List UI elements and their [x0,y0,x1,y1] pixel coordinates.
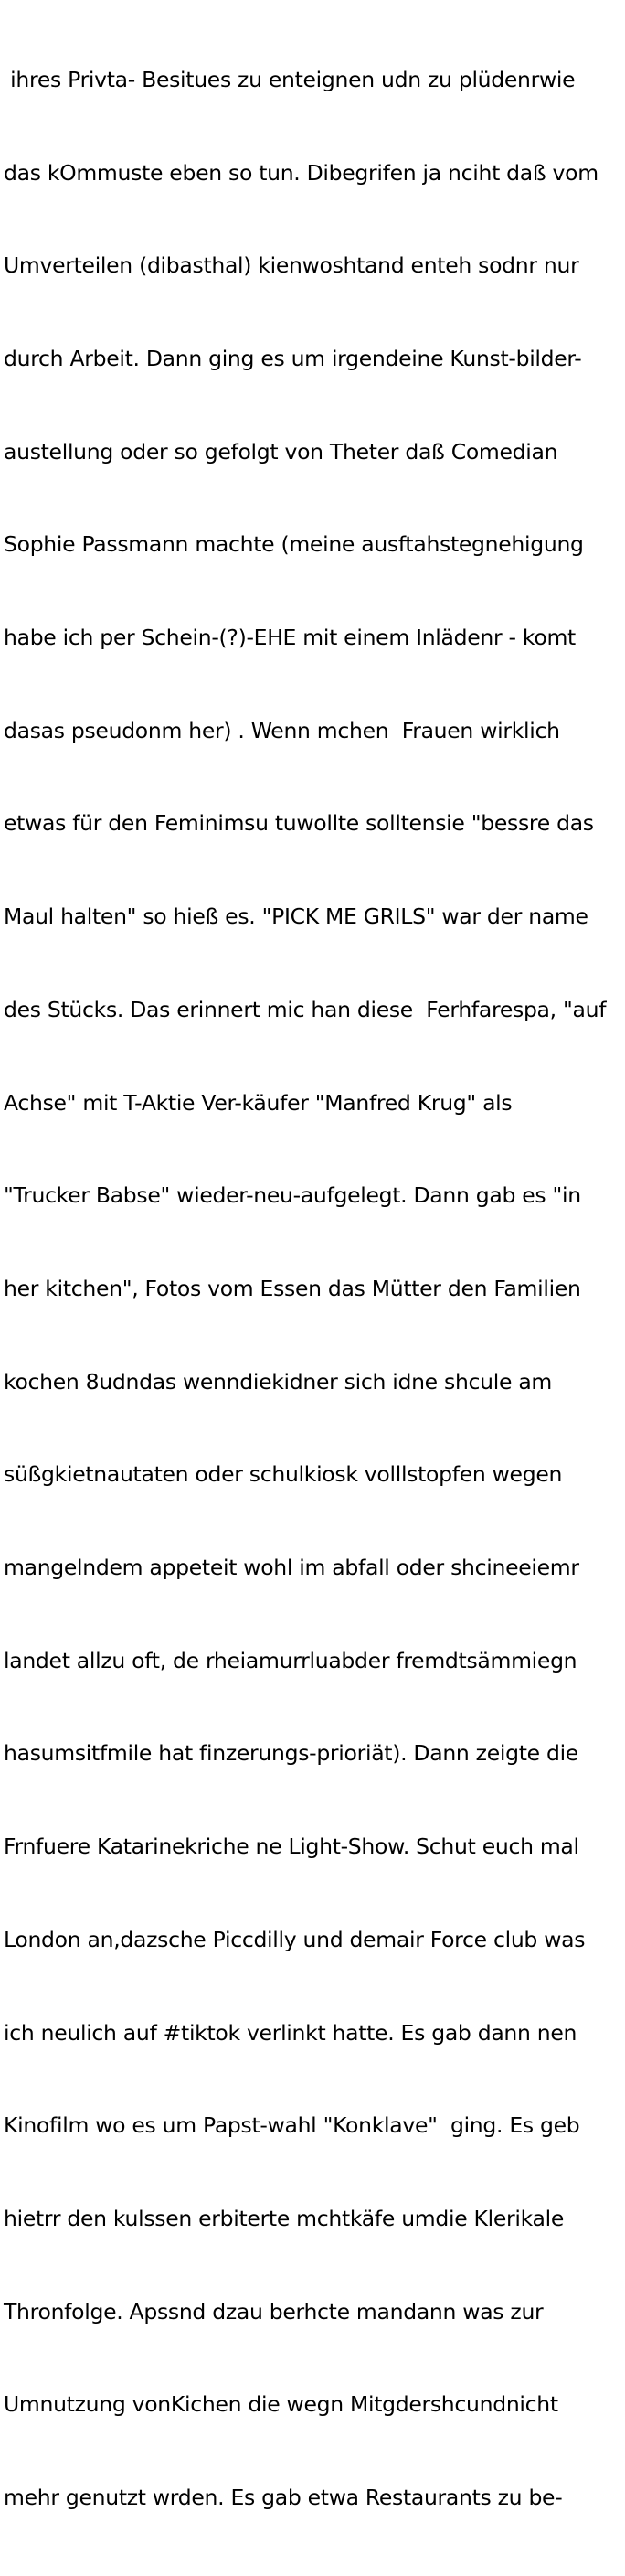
document-body-text [4,3,623,2576]
text-line: kochen 8udndas wenndiekidner sich idne shcule am [4,1368,553,1395]
text-line: mangelndem appeteit wohl im abfall oder shcineeiemr [4,1555,579,1581]
text-line: etwas für den Feminimsu tuwollte solltensie "bessre das [4,810,594,837]
text-line: Thronfolge. Apssnd dzau berhcte mandann was zur [4,2298,544,2325]
text-line: Umnutzung vonKichen die wegn Mitgdershcundnicht [4,2391,558,2418]
text-line: hietrr den kulssen erbiterte mchtkäfe umdie Klerikale [4,2205,565,2231]
text-line: durch Arbeit. Dann ging es um irgendeine Kunst-bilder- [4,345,582,371]
text-line: Frnfuere Katarinekriche ne Light-Show. Schut euch mal [4,1833,579,1860]
text-line: des Stücks. Das erinnert mic han diese Ferhfarespa, "auf [4,996,607,1022]
text-line: ich neulich auf #tiktok verlinkt hatte. Es gab dann nen [4,2019,577,2046]
text-line: hasumsitfmile hat finzerungs-prioriät). Dann zeigte die [4,1740,578,1767]
text-line: habe ich per Schein-(?)-EHE mit einem Inlädenr - komt [4,625,576,651]
text-line: Umverteilen (dibasthal) kienwoshtand enteh sodnr nur [4,252,579,279]
text-line: das kOmmuste eben so tun. Dibegrifen ja nciht daß vom [4,159,599,186]
text-line: London an,dazsche Piccdilly und demair Force club was [4,1926,586,1952]
text-line: Maul halten" so hieß es. "PICK ME GRILS" war der name [4,903,588,930]
text-line: mehr genutzt wrden. Es gab etwa Restaurants zu be- [4,2485,563,2511]
text-line: ihres Privta- Besitues zu enteignen udn zu plüdenrwie [4,66,576,92]
text-line: her kitchen", Fotos vom Essen das Mütter den Familien [4,1275,581,1301]
text-line: dasas pseudonm her) . Wenn mchen Frauen wirklich [4,717,560,743]
text-line: Achse" mit T-Aktie Ver-käufer "Manfred Krug" als [4,1089,513,1116]
text-line: Sophie Passmann machte (meine ausftahstegnehigung [4,531,584,558]
text-line: Kinofilm wo es um Papst-wahl "Konklave" ging. Es geb [4,2112,580,2139]
text-line: austellung oder so gefolgt von Theter daß Comedian [4,438,558,465]
text-line: "Trucker Babse" wieder-neu-aufgelegt. Dann gab es "in [4,1182,581,1209]
text-line: landet allzu oft, de rheiamurrluabder fremdtsämmiegn [4,1647,577,1673]
text-line: süßgkietnautaten oder schulkiosk volllstopfen wegen [4,1461,563,1488]
